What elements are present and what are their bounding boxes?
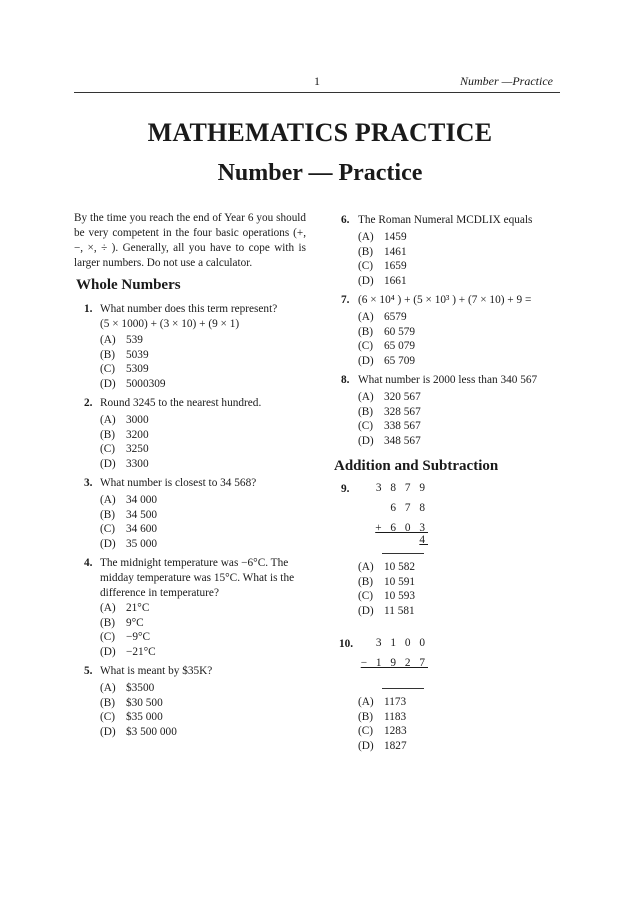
answer-option[interactable]: (B) 328 567 (358, 405, 421, 418)
answer-option[interactable]: (A) 10 582 (358, 561, 416, 573)
answer-option[interactable]: (D) 1827 (358, 739, 407, 752)
answer-option[interactable]: (B) 9°C (100, 616, 144, 629)
question-number: 8. (341, 374, 350, 386)
answer-option[interactable]: (A) 1459 (358, 231, 407, 243)
answer-option[interactable]: (A) 6579 (358, 311, 407, 323)
answer-option[interactable]: (C) −9°C (100, 631, 151, 643)
answer-option[interactable]: (D) 5000309 (100, 377, 166, 390)
answer-option[interactable]: (D) 348 567 (358, 434, 421, 447)
running-head: Number —Practice (460, 74, 553, 88)
answer-option[interactable]: (D) 1661 (358, 274, 407, 287)
question-number: 5. (84, 665, 93, 677)
answer-option[interactable]: (A) 539 (100, 334, 143, 346)
answer-option[interactable]: (B) 3200 (100, 428, 149, 441)
question-number: 9. (341, 483, 350, 495)
page-title: MATHEMATICS PRACTICE (147, 118, 493, 147)
question-number: 1. (84, 303, 93, 315)
answer-option[interactable]: (C) 5309 (100, 363, 149, 375)
answer-option[interactable]: (C) 1283 (358, 725, 407, 737)
answer-option[interactable]: (D) 3300 (100, 457, 149, 470)
section-heading-whole-numbers: Whole Numbers (76, 277, 181, 293)
answer-option[interactable]: (A) 1173 (358, 696, 407, 708)
answer-rule (382, 553, 424, 554)
answer-option[interactable]: (A) 21°C (100, 602, 150, 614)
answer-option[interactable]: (B) 10 591 (358, 575, 416, 588)
answer-option[interactable]: (D) $3 500 000 (100, 725, 177, 738)
answer-options (358, 560, 415, 618)
question-number: 6. (341, 214, 350, 226)
calc-line: − 1 9 2 7 (360, 657, 428, 669)
answer-option[interactable]: (C) $35 000 (100, 711, 163, 723)
question-text: What number does this term represent? (100, 303, 278, 315)
calc-line: 6 7 8 (390, 502, 428, 514)
question-number: 4. (84, 557, 93, 569)
question-text: What number is 2000 less than 340 567 (358, 374, 538, 386)
calc-line: 3 8 7 9 (375, 482, 428, 494)
answer-option[interactable]: (B) 5039 (100, 348, 149, 361)
answer-option[interactable]: (C) 65 079 (358, 340, 416, 352)
answer-options (100, 681, 177, 739)
section-heading-addition-subtraction: Addition and Subtraction (334, 458, 499, 474)
question-number: 2. (84, 397, 93, 409)
answer-options (100, 413, 149, 471)
answer-options (358, 310, 415, 368)
question-number: 3. (84, 477, 93, 489)
answer-option[interactable]: (C) 3250 (100, 443, 149, 455)
calc-line: 3 1 0 0 (375, 637, 428, 649)
answer-option[interactable]: (C) 1659 (358, 260, 407, 272)
answer-options (358, 230, 407, 288)
answer-option[interactable]: (A) $3500 (100, 682, 155, 694)
answer-option[interactable]: (D) 11 581 (358, 604, 415, 617)
question-text: difference in temperature? (100, 587, 219, 599)
question-text: What is meant by $35K? (100, 665, 213, 677)
answer-option[interactable]: (B) 60 579 (358, 325, 416, 338)
answer-option[interactable]: (C) 34 600 (100, 523, 158, 535)
answer-option[interactable]: (A) 3000 (100, 414, 149, 426)
header-rule (74, 92, 560, 93)
question-text: What number is closest to 34 568? (100, 477, 257, 489)
question-text: (5 × 1000) + (3 × 10) + (9 × 1) (100, 318, 240, 330)
answer-rule (382, 688, 424, 689)
answer-option[interactable]: (B) 1183 (358, 710, 407, 723)
answer-options (100, 601, 156, 659)
question-number: 10. (339, 638, 354, 650)
answer-option[interactable]: (C) 10 593 (358, 590, 416, 602)
question-text: (6 × 10⁴ ) + (5 × 10³ ) + (7 × 10) + 9 = (358, 294, 532, 306)
answer-options (358, 390, 421, 448)
question-text: midday temperature was 15°C. What is the (100, 572, 295, 584)
answer-option[interactable]: (B) $30 500 (100, 696, 163, 709)
intro-paragraph: By the time you reach the end of Year 6 you should be very competent in the four basic operations (+, −, ×, ÷ ). Generally, all you have to cope with is larger numbers. Do not use a calculator. (74, 212, 306, 269)
answer-option[interactable]: (D) 35 000 (100, 537, 158, 550)
answer-option[interactable]: (D) −21°C (100, 645, 156, 658)
answer-option[interactable]: (C) 338 567 (358, 420, 421, 432)
calc-line: + 6 0 3 4 (375, 522, 428, 546)
question-text: The Roman Numeral MCDLIX equals (358, 214, 533, 226)
question-text: Round 3245 to the nearest hundred. (100, 397, 262, 409)
answer-options (100, 493, 157, 551)
question-text: The midnight temperature was −6°C. The (100, 557, 289, 569)
question-number: 7. (341, 294, 350, 306)
page-subtitle: Number — Practice (217, 160, 423, 186)
answer-options (358, 695, 407, 753)
answer-option[interactable]: (D) 65 709 (358, 354, 416, 367)
page-number: 1 (314, 74, 320, 88)
answer-options (100, 333, 166, 391)
answer-option[interactable]: (B) 1461 (358, 245, 407, 258)
answer-option[interactable]: (B) 34 500 (100, 508, 158, 521)
answer-option[interactable]: (A) 320 567 (358, 391, 421, 403)
answer-option[interactable]: (A) 34 000 (100, 494, 158, 506)
